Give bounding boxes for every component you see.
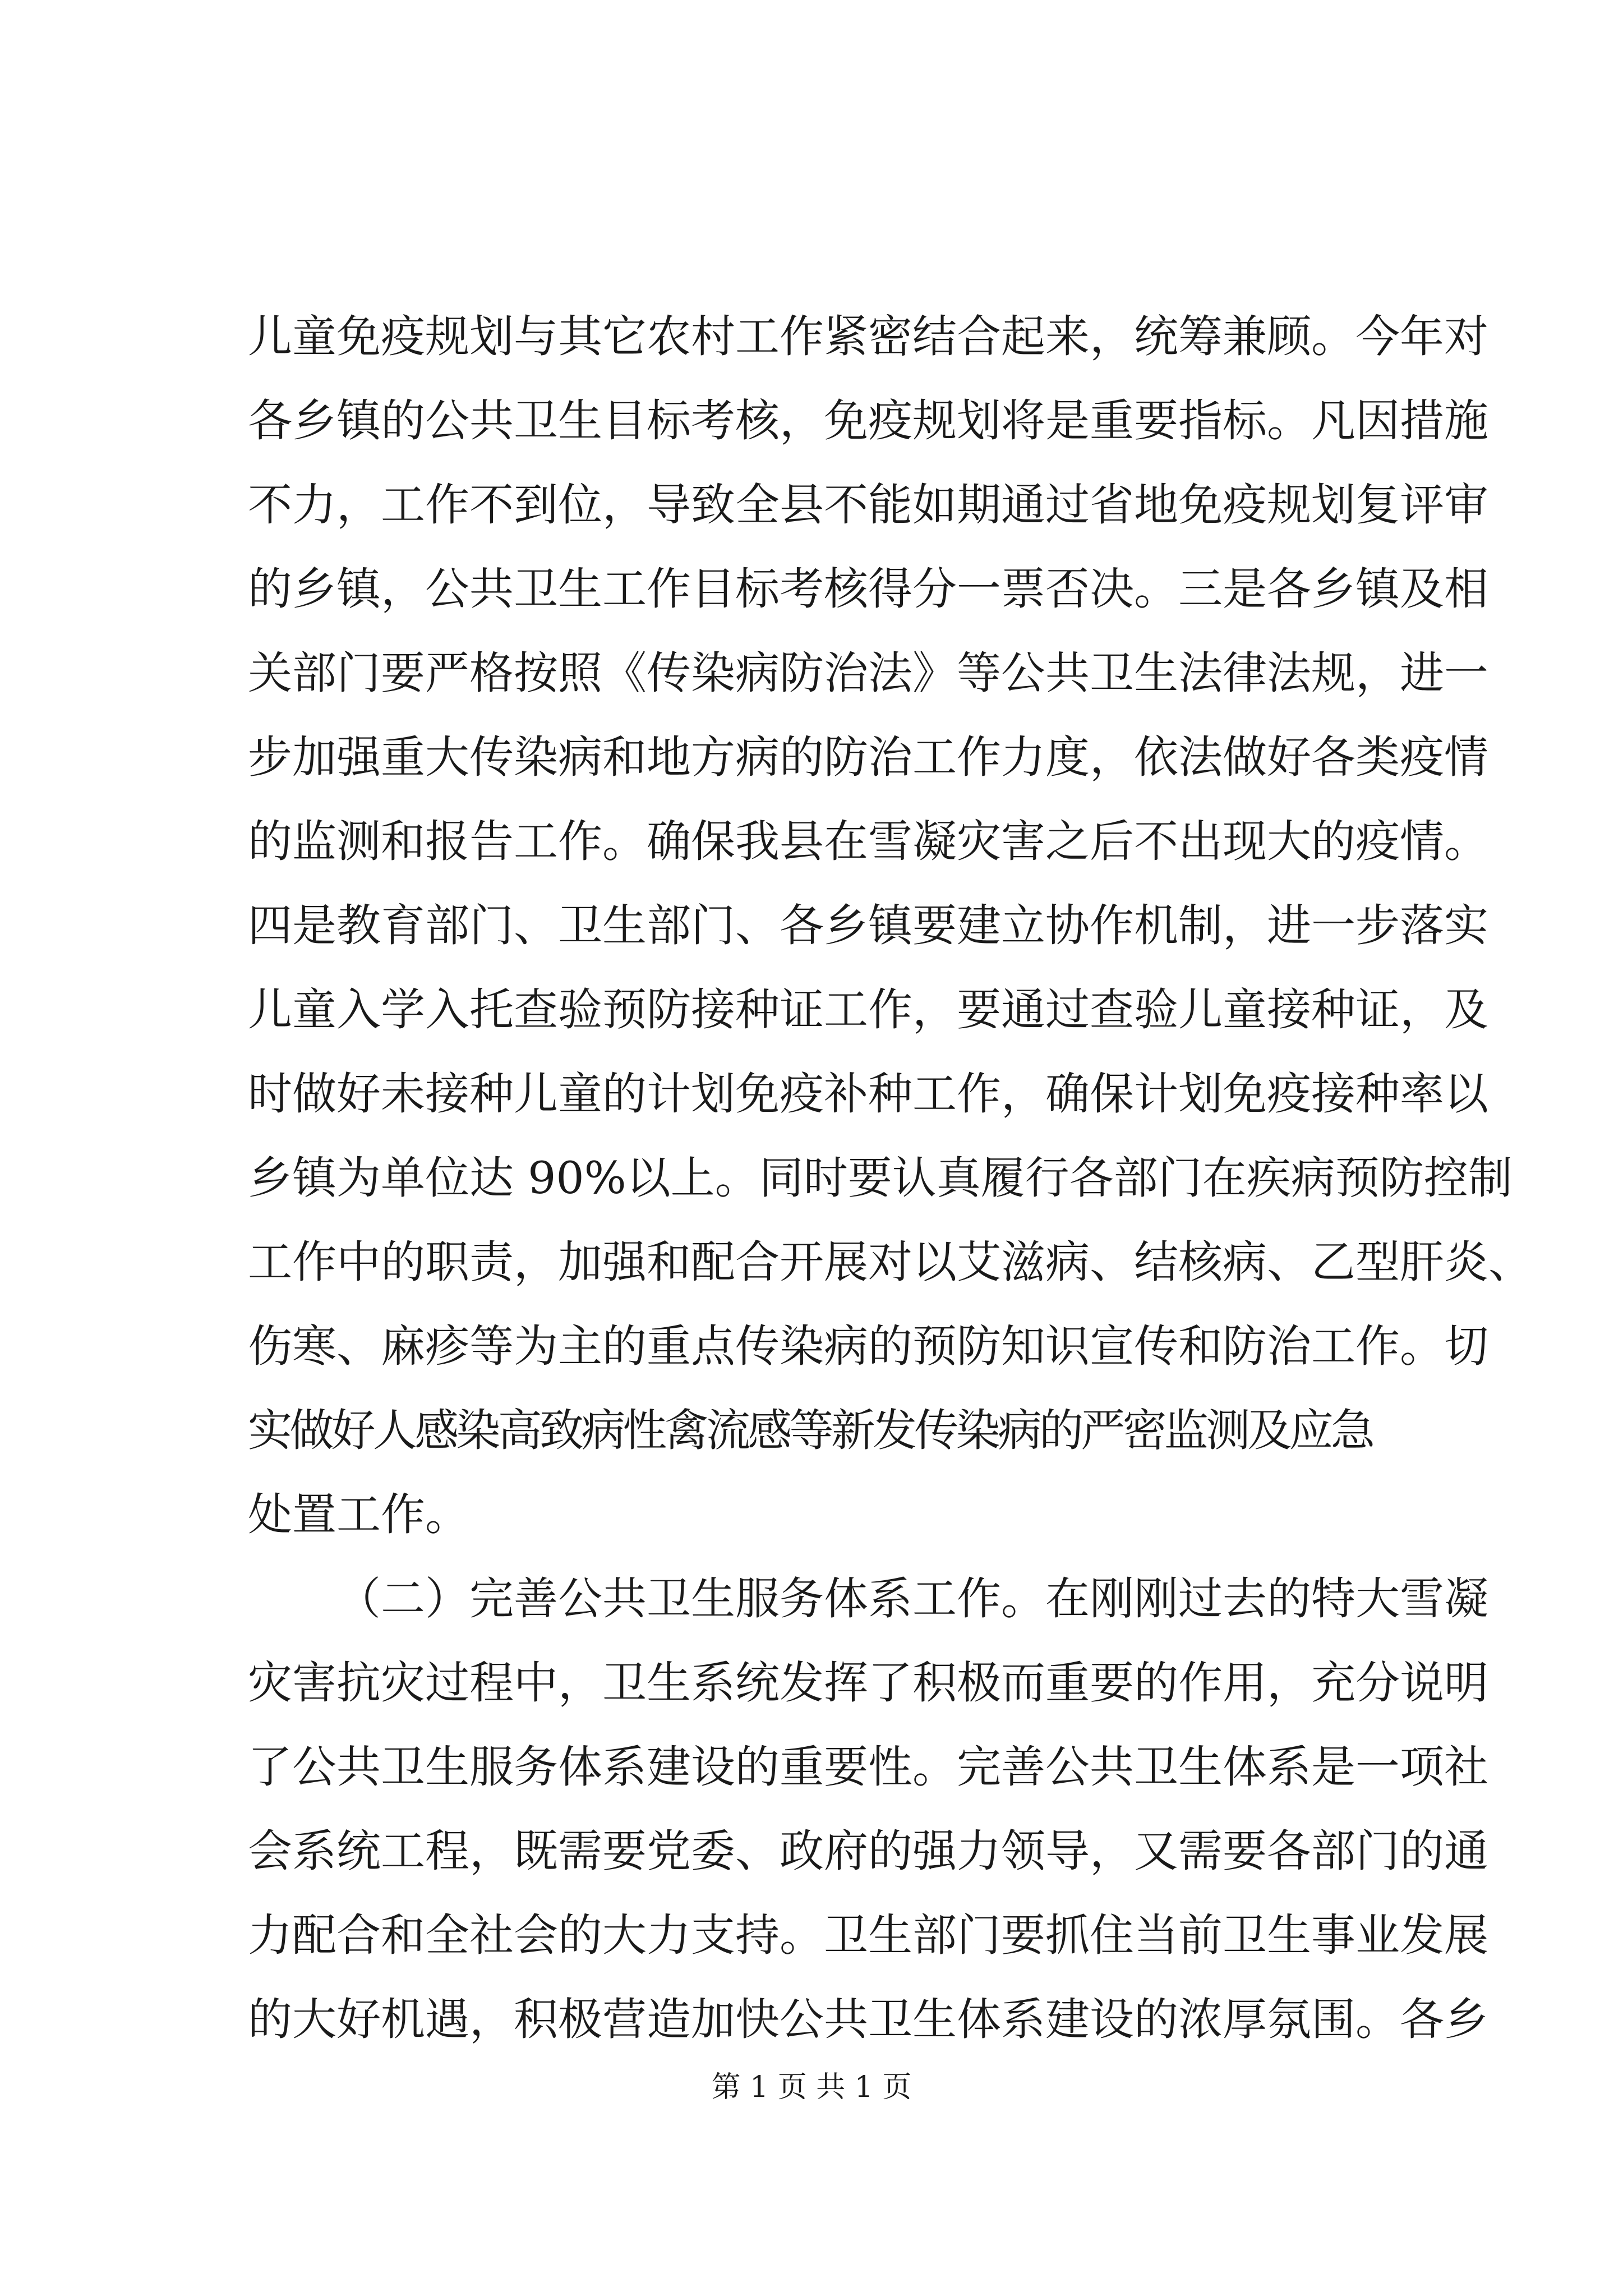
text-line: 处置工作。	[248, 1489, 469, 1540]
section-heading-line: （二）完善公共卫生服务体系工作。在刚刚过去的特大雪凝	[336, 1573, 1488, 1625]
page-number: 第 1 页 共 1 页	[711, 2070, 912, 2104]
text-line: 时做好未接种儿童的计划免疫补种工作，确保计划免疫接种率以	[248, 1068, 1488, 1120]
text-line: 了公共卫生服务体系建设的重要性。完善公共卫生体系是一项社	[248, 1741, 1488, 1793]
text-line: 的监测和报告工作。确保我县在雪凝灾害之后不出现大的疫情。	[248, 816, 1488, 867]
text-line: 灾害抗灾过程中，卫生系统发挥了积极而重要的作用，充分说明	[248, 1657, 1488, 1709]
text-line: 乡镇为单位达 90%以上。同时要认真履行各部门在疾病预防控制	[248, 1152, 1513, 1204]
text-line: 的乡镇，公共卫生工作目标考核得分一票否决。三是各乡镇及相	[248, 563, 1488, 615]
text-line: 各乡镇的公共卫生目标考核，免疫规划将是重要指标。凡因措施	[248, 395, 1488, 447]
text-line: 儿童入学入托查验预防接种证工作，要通过查验儿童接种证，及	[248, 984, 1488, 1036]
text-line: 工作中的职责，加强和配合开展对以艾滋病、结核病、乙型肝炎、	[248, 1236, 1533, 1288]
text-line: 儿童免疫规划与其它农村工作紧密结合起来，统筹兼顾。今年对	[248, 311, 1488, 362]
page-footer	[0, 2063, 1623, 2105]
text-line: 四是教育部门、卫生部门、各乡镇要建立协作机制，进一步落实	[248, 900, 1488, 951]
text-line: 实做好人感染高致病性禽流感等新发传染病的严密监测及应急	[248, 1405, 1373, 1456]
text-line: 步加强重大传染病和地方病的防治工作力度，依法做好各类疫情	[248, 731, 1488, 783]
text-line: 关部门要严格按照《传染病防治法》等公共卫生法律法规，进一	[248, 647, 1488, 699]
text-line: 会系统工程，既需要党委、政府的强力领导，又需要各部门的通	[248, 1825, 1488, 1877]
text-line: 的大好机遇，积极营造加快公共卫生体系建设的浓厚氛围。各乡	[248, 1994, 1488, 2045]
text-line: 伤寒、麻疹等为主的重点传染病的预防知识宣传和防治工作。切	[248, 1320, 1488, 1372]
text-line: 不力，工作不到位，导致全县不能如期通过省地免疫规划复评审	[248, 479, 1488, 531]
text-line: 力配合和全社会的大力支持。卫生部门要抓住当前卫生事业发展	[248, 1910, 1488, 1961]
